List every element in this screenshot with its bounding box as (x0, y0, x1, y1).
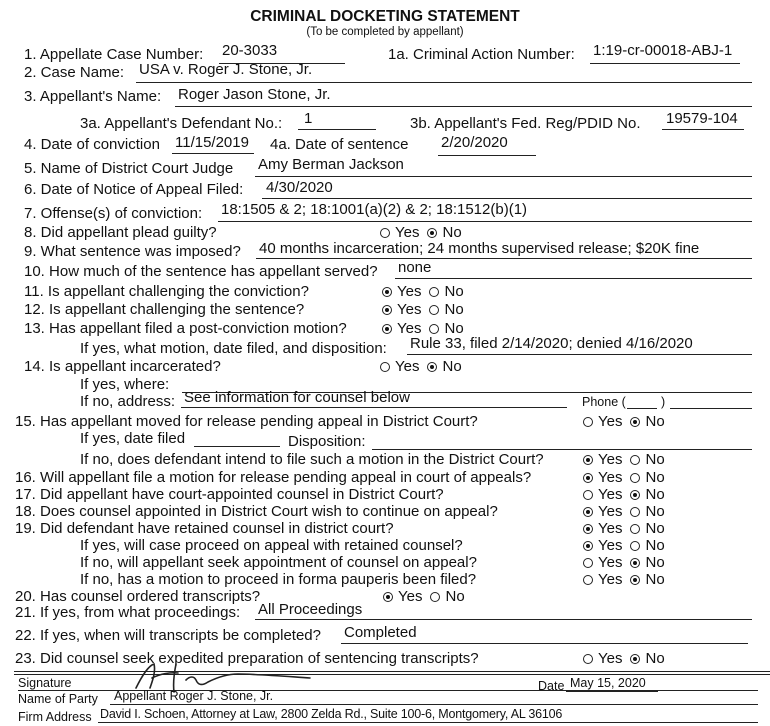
q19b-label: If no, will appellant seek appointment of counsel on appeal? (80, 554, 477, 571)
q16-no-label: No (645, 469, 665, 486)
q19a-no-label: No (645, 537, 665, 554)
q15-intend-yes-radio[interactable] (583, 455, 593, 465)
q17-no-label: No (645, 486, 665, 503)
phone-close: ) (661, 395, 666, 409)
q13-yes-label: Yes (397, 320, 422, 337)
q13-no-radio[interactable] (429, 324, 439, 334)
q20-no-radio[interactable] (430, 592, 440, 602)
q22-value: Completed (344, 624, 417, 641)
q8-label: 8. Did appellant plead guilty? (24, 224, 217, 241)
q10-underline (395, 278, 752, 279)
q16-no-radio[interactable] (630, 473, 640, 483)
q12-yes-label: Yes (397, 301, 422, 318)
q12-label: 12. Is appellant challenging the sentence? (24, 301, 305, 318)
q14-label: 14. Is appellant incarcerated? (24, 358, 221, 375)
q11-no-radio[interactable] (429, 287, 439, 297)
q2-value: USA v. Roger J. Stone, Jr. (139, 61, 313, 78)
q4a-underline (438, 155, 536, 156)
q22-underline (341, 643, 748, 644)
q19-no-label: No (645, 520, 665, 537)
q6-value: 4/30/2020 (266, 179, 333, 196)
q15-intend-label: If no, does defendant intend to file such a motion in the District Court? (80, 451, 544, 468)
q1-value: 20-3033 (222, 42, 278, 59)
q3a-value: 1 (304, 110, 313, 127)
q23-yes-label: Yes (598, 650, 623, 667)
firm-value: David I. Schoen, Attorney at Law, 2800 Zelda Rd., Suite 100-6, Montgomery, AL 36106 (100, 707, 563, 721)
q19b-no-label: No (645, 554, 665, 571)
q6-underline (262, 198, 752, 199)
q21-underline (255, 619, 752, 620)
party-underline (110, 704, 758, 705)
q2-underline (136, 82, 752, 83)
q15-intend-yes-label: Yes (598, 451, 623, 468)
q23-options (583, 650, 673, 667)
q4-label: 4. Date of conviction (24, 136, 160, 153)
q14-no-label: No (442, 358, 462, 375)
q16-label: 16. Will appellant file a motion for release pending appeal in court of appeals? (15, 469, 532, 486)
q19b-yes-label: Yes (598, 554, 623, 571)
q15-label: 15. Has appellant moved for release pending appeal in District Court? (15, 413, 478, 430)
q19-label: 19. Did defendant have retained counsel in district court? (15, 520, 394, 537)
q1a-value: 1:19-cr-00018-ABJ-1 (593, 42, 733, 59)
phone-label: Phone ( (582, 395, 626, 409)
q15-yes-label: Yes (598, 413, 623, 430)
q14-yes-label: Yes (395, 358, 420, 375)
q8-no-radio[interactable] (427, 228, 437, 238)
q15-disp-label: Disposition: (288, 433, 366, 450)
q19c-options (583, 571, 673, 588)
q19b-options (583, 554, 673, 571)
q8-no-label: No (442, 224, 462, 241)
q22-label: 22. If yes, when will transcripts be completed? (15, 627, 321, 644)
q19c-label: If no, has a motion to proceed in forma pauperis been filed? (80, 571, 477, 588)
q11-no-label: No (444, 283, 464, 300)
q6-label: 6. Date of Notice of Appeal Filed: (24, 181, 244, 198)
q20-no-label: No (445, 588, 465, 605)
q15-no-label: No (645, 413, 665, 430)
q8-yes-label: Yes (395, 224, 420, 241)
q18-yes-label: Yes (598, 503, 623, 520)
date-underline (566, 691, 658, 692)
q19c-yes-radio[interactable] (583, 575, 593, 585)
footer-rule-top (14, 671, 770, 672)
q8-options (380, 224, 470, 241)
q10-label: 10. How much of the sentence has appellant served? (24, 263, 378, 280)
q19-yes-radio[interactable] (583, 524, 593, 534)
q17-label: 17. Did appellant have court-appointed counsel in District Court? (15, 486, 444, 503)
q19a-label: If yes, will case proceed on appeal with retained counsel? (80, 537, 463, 554)
q18-options (583, 503, 673, 520)
q19-no-radio[interactable] (630, 524, 640, 534)
q15-date-underline (194, 446, 280, 447)
q23-no-label: No (645, 650, 665, 667)
q15-date-label: If yes, date filed (80, 430, 186, 447)
q18-no-label: No (645, 503, 665, 520)
q12-no-radio[interactable] (429, 305, 439, 315)
q13-label: 13. Has appellant filed a post-conviction motion? (24, 320, 347, 337)
q15-yes-radio[interactable] (583, 417, 593, 427)
q1a-label: 1a. Criminal Action Number: (388, 46, 575, 63)
form-subtitle: (To be completed by appellant) (306, 26, 464, 38)
q2-label: 2. Case Name: (24, 64, 125, 81)
q13-sub-value: Rule 33, filed 2/14/2020; denied 4/16/2020 (410, 335, 693, 352)
q10-value: none (398, 259, 432, 276)
q20-yes-radio[interactable] (383, 592, 393, 602)
q19b-no-radio[interactable] (630, 558, 640, 568)
date-value: May 15, 2020 (570, 676, 646, 690)
q11-options (382, 283, 472, 300)
q19-yes-label: Yes (598, 520, 623, 537)
q19a-yes-radio[interactable] (583, 541, 593, 551)
q13-underline (407, 354, 752, 355)
q14-where-label: If yes, where: (80, 376, 170, 393)
q12-no-label: No (444, 301, 464, 318)
q3-label: 3. Appellant's Name: (24, 88, 162, 105)
phone-underline (670, 408, 752, 409)
q11-yes-label: Yes (397, 283, 422, 300)
footer-rule-top-2 (14, 674, 770, 675)
q18-label: 18. Does counsel appointed in District Court wish to continue on appeal? (15, 503, 498, 520)
q12-yes-radio[interactable] (382, 305, 392, 315)
q9-underline (256, 258, 752, 259)
q19a-no-radio[interactable] (630, 541, 640, 551)
q12-options (382, 301, 472, 318)
q1-label: 1. Appellate Case Number: (24, 46, 204, 63)
q18-no-radio[interactable] (630, 507, 640, 517)
q7-value: 18:1505 & 2; 18:1001(a)(2) & 2; 18:1512(b)(1) (221, 201, 528, 218)
q14-addr-label: If no, address: (80, 393, 176, 410)
q21-label: 21. If yes, from what proceedings: (15, 604, 241, 621)
q15-intend-no-label: No (645, 451, 665, 468)
q1a-underline (590, 63, 740, 64)
q15-disp-underline (372, 449, 752, 450)
q3-value: Roger Jason Stone, Jr. (178, 86, 331, 103)
q17-options (583, 486, 673, 503)
q9-label: 9. What sentence was imposed? (24, 243, 241, 260)
q14-addr-value: See information for counsel below (184, 389, 410, 406)
q16-yes-radio[interactable] (583, 473, 593, 483)
q19a-yes-label: Yes (598, 537, 623, 554)
firm-label: Firm Address (18, 710, 92, 724)
q13-sub-label: If yes, what motion, date filed, and disposition: (80, 340, 387, 357)
q3a-underline (298, 129, 376, 130)
q17-no-radio[interactable] (630, 490, 640, 500)
q4a-label: 4a. Date of sentence (270, 136, 409, 153)
q11-label: 11. Is appellant challenging the conviction? (24, 283, 309, 300)
q16-yes-label: Yes (598, 469, 623, 486)
q13-yes-radio[interactable] (382, 324, 392, 334)
q4-underline (172, 153, 254, 154)
q23-yes-radio[interactable] (583, 654, 593, 664)
q8-yes-radio[interactable] (380, 228, 390, 238)
signature-label: Signature (18, 676, 72, 690)
q15-no-radio[interactable] (630, 417, 640, 427)
q18-yes-radio[interactable] (583, 507, 593, 517)
q15-options (583, 413, 673, 430)
q19c-yes-label: Yes (598, 571, 623, 588)
q23-no-radio[interactable] (630, 654, 640, 664)
q19-options (583, 520, 673, 537)
q13-no-label: No (444, 320, 464, 337)
q20-options (383, 588, 473, 605)
q3a-label: 3a. Appellant's Defendant No.: (80, 115, 283, 132)
q14-no-radio[interactable] (427, 362, 437, 372)
q19a-options (583, 537, 673, 554)
q20-label: 20. Has counsel ordered transcripts? (15, 588, 261, 605)
firm-underline (98, 722, 758, 723)
q3b-value: 19579-104 (666, 110, 738, 127)
date-label: Date (538, 679, 565, 693)
q17-yes-label: Yes (598, 486, 623, 503)
q23-label: 23. Did counsel seek expedited preparation of sentencing transcripts? (15, 650, 479, 667)
form-title: CRIMINAL DOCKETING STATEMENT (250, 8, 520, 25)
q7-label: 7. Offense(s) of conviction: (24, 205, 203, 222)
q20-yes-label: Yes (398, 588, 423, 605)
q5-value: Amy Berman Jackson (258, 156, 404, 173)
q9-value: 40 months incarceration; 24 months supervised release; $20K fine (259, 240, 700, 257)
party-value: Appellant Roger J. Stone, Jr. (114, 689, 274, 703)
q4-value: 11/15/2019 (175, 134, 249, 151)
q14-yes-radio[interactable] (380, 362, 390, 372)
q19c-no-label: No (645, 571, 665, 588)
q7-underline (218, 221, 752, 222)
phone-area-underline (627, 408, 657, 409)
party-label: Name of Party (18, 692, 98, 706)
q15-intend-no-radio[interactable] (630, 455, 640, 465)
q3b-underline (662, 129, 744, 130)
q14-addr-underline (181, 407, 567, 408)
q5-underline (255, 176, 752, 177)
q16-options (583, 469, 673, 486)
q14-options (380, 358, 470, 375)
q21-value: All Proceedings (258, 601, 363, 618)
q19b-yes-radio[interactable] (583, 558, 593, 568)
q17-yes-radio[interactable] (583, 490, 593, 500)
q3-underline (175, 106, 752, 107)
q11-yes-radio[interactable] (382, 287, 392, 297)
q15-intend-options (583, 451, 673, 468)
q5-label: 5. Name of District Court Judge (24, 160, 234, 177)
q3b-label: 3b. Appellant's Fed. Reg/PDID No. (410, 115, 641, 132)
q4a-value: 2/20/2020 (441, 134, 508, 151)
q19c-no-radio[interactable] (630, 575, 640, 585)
